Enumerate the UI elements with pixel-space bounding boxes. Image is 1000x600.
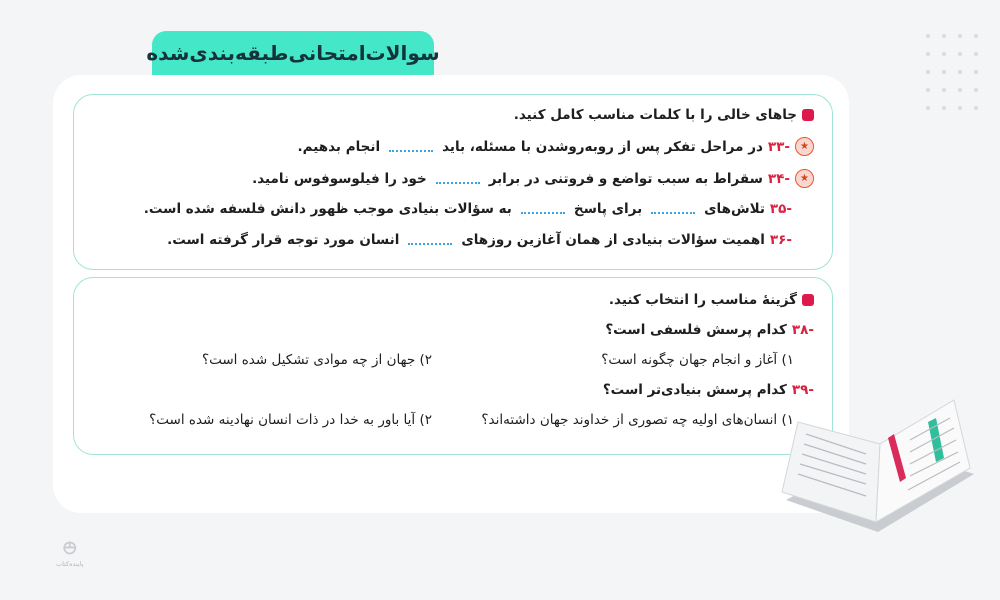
- page-title: سوالات‌امتحانی‌طبقه‌بندی‌شده: [152, 31, 434, 75]
- bullet-square-icon: [802, 294, 814, 306]
- publisher-logo-icon: ⦺: [63, 534, 77, 558]
- blank-field[interactable]: [389, 142, 433, 152]
- question-39: -۳۹ کدام پرسش بنیادی‌تر است؟: [602, 382, 814, 398]
- multiple-choice-section: [73, 277, 833, 455]
- question-36: -۳۶ اهمیت سؤالات بنیادی از همان آغازین روزهای انسان مورد توجه قرار گرفته است.: [167, 232, 792, 248]
- decorative-dots: [926, 34, 978, 110]
- section-heading: جاهای خالی را با کلمات مناسب کامل کنید.: [514, 107, 814, 123]
- blank-field[interactable]: [651, 204, 695, 214]
- section-heading: گزینهٔ مناسب را انتخاب کنید.: [609, 292, 814, 308]
- option-38-2[interactable]: ۲) جهان از چه موادی تشکیل شده است؟: [201, 352, 432, 368]
- publisher-logo: ⦺ پاینده‌کتاب: [56, 534, 84, 568]
- question-35: -۳۵ تلاش‌های برای پاسخ به سؤالات بنیادی موجب ظهور دانش فلسفه شده است.: [143, 201, 792, 217]
- fill-blanks-section: [73, 94, 833, 270]
- open-book-illustration: [778, 382, 978, 552]
- content-card: [53, 75, 849, 513]
- option-38-1[interactable]: ۱) آغاز و انجام جهان چگونه است؟: [601, 352, 794, 368]
- question-33: ★ -۳۳ در مراحل تفکر پس از روبه‌روشدن با مسئله، باید انجام بدهیم.: [298, 137, 814, 156]
- blank-field[interactable]: [521, 204, 565, 214]
- question-34: ★ -۳۴ سقراط به سبب تواضع و فروتنی در برابر خود را فیلوسوفوس نامید.: [252, 169, 814, 188]
- blank-field[interactable]: [408, 235, 452, 245]
- important-star-icon: ★: [795, 169, 814, 188]
- blank-field[interactable]: [436, 174, 480, 184]
- option-39-1[interactable]: ۱) انسان‌های اولیه چه تصوری از خداوند جهان داشته‌اند؟: [481, 412, 794, 428]
- question-38: -۳۸ کدام پرسش فلسفی است؟: [605, 322, 814, 338]
- important-star-icon: ★: [795, 137, 814, 156]
- bullet-square-icon: [802, 109, 814, 121]
- option-39-2[interactable]: ۲) آیا باور به خدا در ذات انسان نهادینه شده است؟: [149, 412, 432, 428]
